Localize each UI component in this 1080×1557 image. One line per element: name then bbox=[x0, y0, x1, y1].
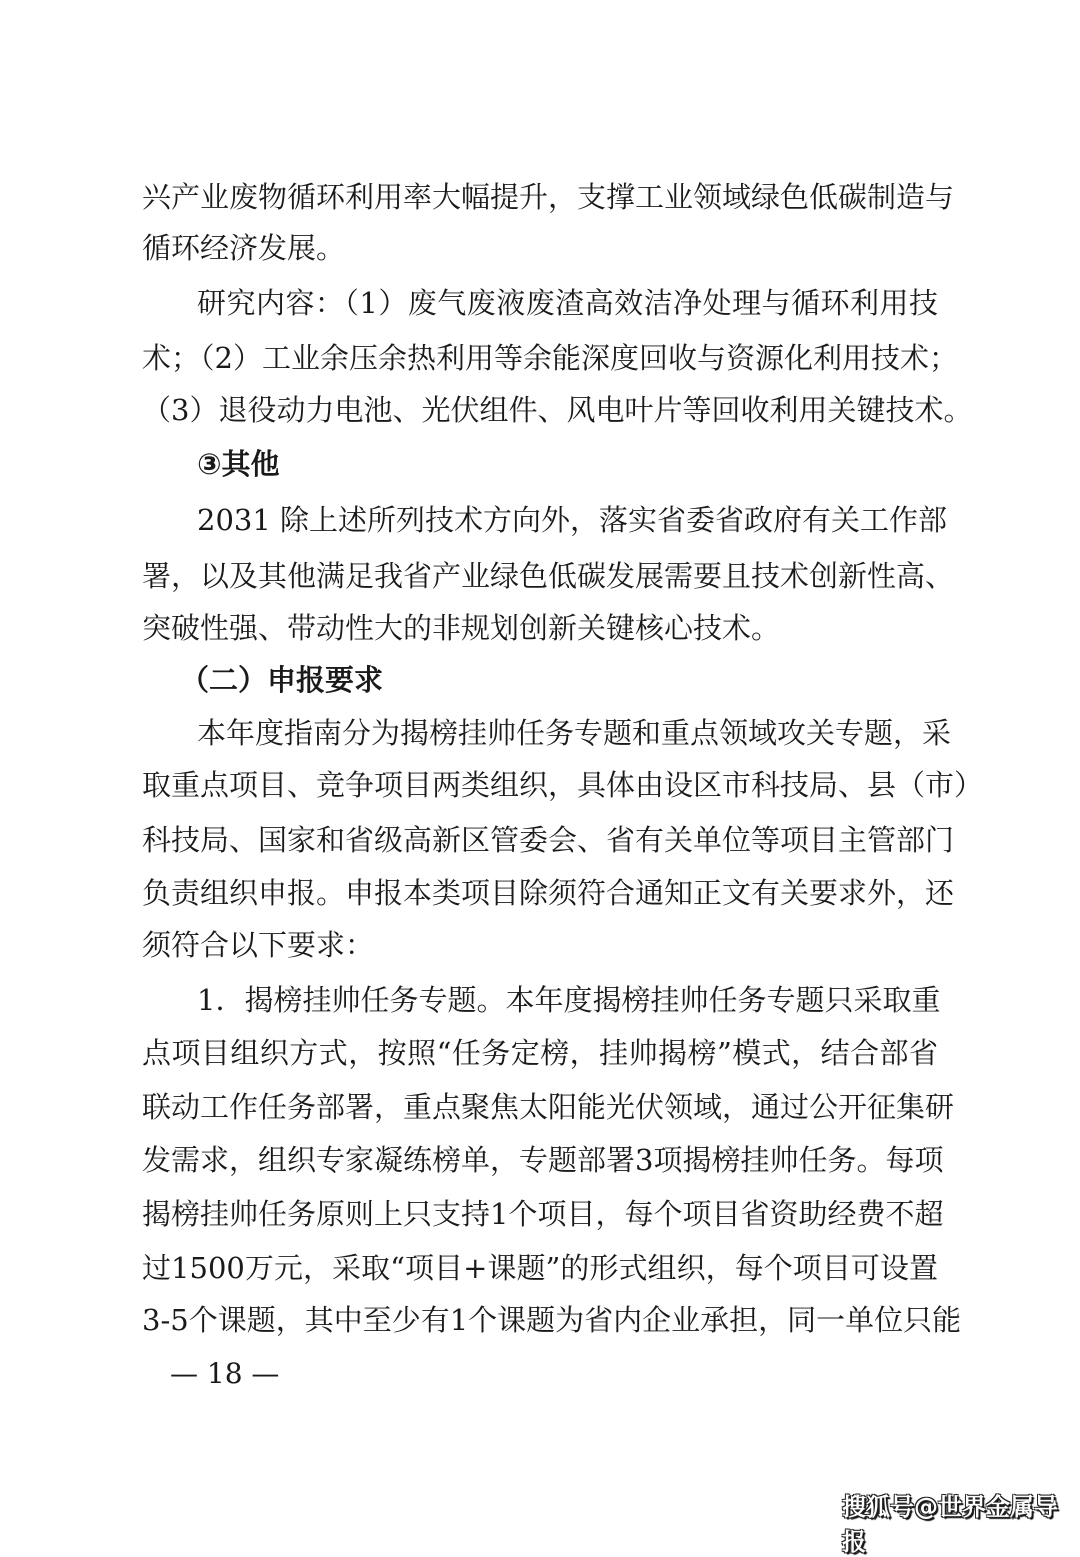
body-text-line: 1．揭榜挂帅任务专题。本年度揭榜挂帅任务专题只采取重 bbox=[197, 983, 941, 1017]
section-heading: （二）申报要求 bbox=[180, 663, 384, 697]
body-text-line: 术；（2）工业余压余热利用等余能深度回收与资源化利用技术； bbox=[142, 341, 958, 375]
body-text-line: 突破性强、带动性大的非规划创新关键核心技术。 bbox=[142, 611, 781, 645]
watermark: 搜狐号@世界金属导报 bbox=[842, 1493, 1058, 1556]
body-text-line: 科技局、国家和省级高新区管委会、省有关单位等项目主管部门 bbox=[142, 823, 955, 857]
body-text-line: 2031 除上述所列技术方向外，落实省委省政府有关工作部 bbox=[197, 503, 948, 537]
body-text-line: 点项目组织方式，按照“任务定榜，挂帅揭榜”模式，结合部省 bbox=[142, 1036, 938, 1070]
page-number: — 18 — bbox=[170, 1357, 280, 1390]
body-text-line: 联动工作任务部署，重点聚焦太阳能光伏领域，通过公开征集研 bbox=[142, 1090, 955, 1124]
body-text-line: 兴产业废物循环利用率大幅提升，支撑工业领域绿色低碳制造与 bbox=[142, 180, 955, 214]
body-text-line: 须符合以下要求： bbox=[142, 928, 375, 962]
body-text-line: 发需求，组织专家凝练榜单，专题部署3项揭榜挂帅任务。每项 bbox=[142, 1143, 944, 1177]
body-text-line: 负责组织申报。申报本类项目除须符合通知正文有关要求外，还 bbox=[142, 876, 955, 910]
body-text-line: 3-5个课题，其中至少有1个课题为省内企业承担，同一单位只能 bbox=[142, 1303, 962, 1337]
body-text-line: 揭榜挂帅任务原则上只支持1个项目，每个项目省资助经费不超 bbox=[142, 1197, 944, 1231]
body-text-line: 循环经济发展。 bbox=[142, 231, 346, 265]
body-text-line: 取重点项目、竞争项目两类组织，具体由设区市科技局、县（市） bbox=[142, 768, 984, 802]
body-text-line: 过1500万元，采取“项目+课题”的形式组织，每个项目可设置 bbox=[142, 1251, 938, 1285]
body-text-line: 署，以及其他满足我省产业绿色低碳发展需要且技术创新性高、 bbox=[142, 559, 955, 593]
body-text-line: 研究内容：（1）废气废液废渣高效洁净处理与循环利用技 bbox=[197, 286, 938, 320]
body-text-line: （3）退役动力电池、光伏组件、风电叶片等回收利用关键技术。 bbox=[142, 393, 973, 427]
subsection-heading: ③其他 bbox=[197, 447, 280, 481]
body-text-line: 本年度指南分为揭榜挂帅任务专题和重点领域攻关专题，采 bbox=[197, 716, 952, 750]
